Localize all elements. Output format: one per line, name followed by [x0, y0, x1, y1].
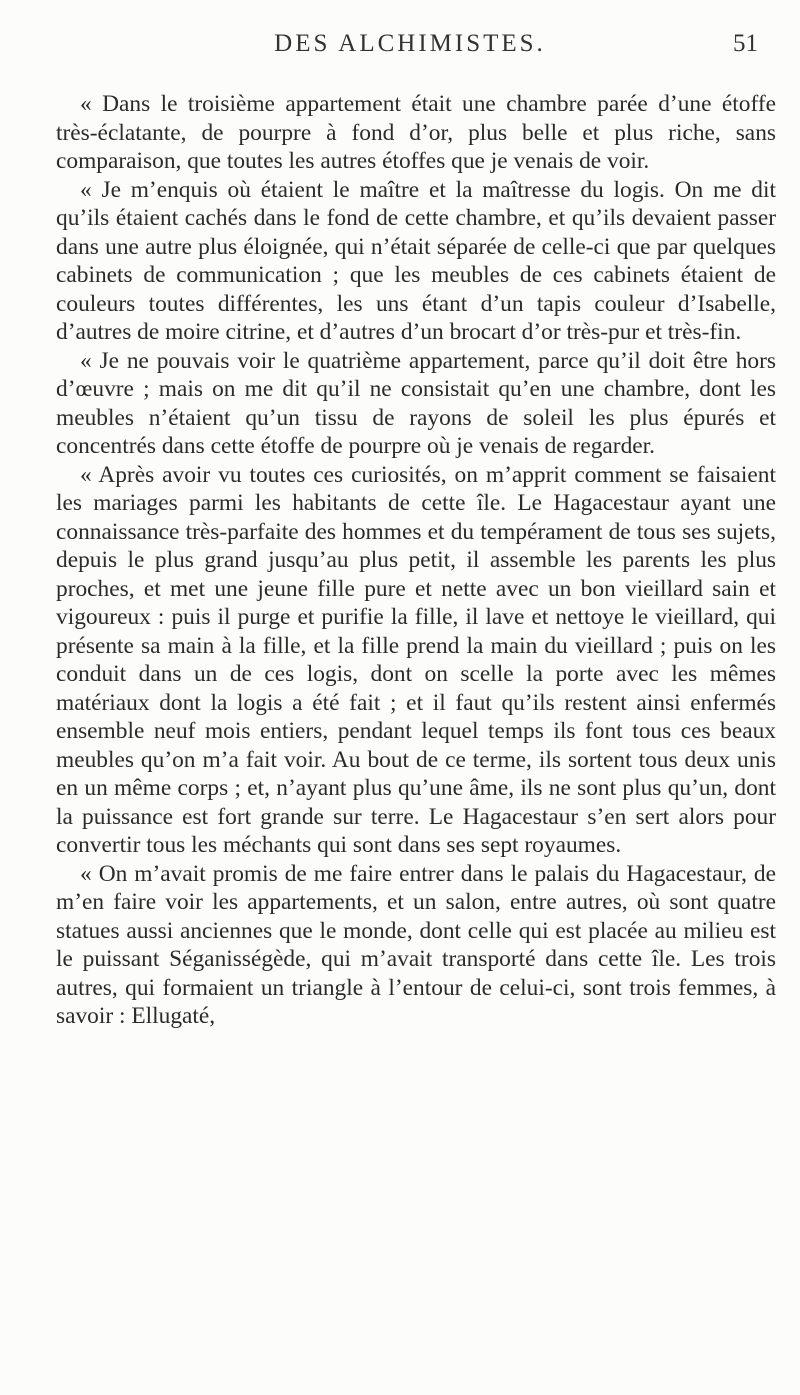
running-title: DES ALCHIMISTES.	[274, 30, 546, 57]
paragraph-palace: « On m’avait promis de me faire entrer dans le palais du Hagacestaur, de m’en faire voir les appartements, et un salon, entre autres, où sont quatre statues aussi anciennes que le monde, dont celle qui est placée au milieu est le puissant Séganisségède, qui m’avait transporté dans cette île. Les trois autres, qui formaient un triangle à l’entour de celui-ci, sont trois femmes, à savoir : Ellugaté,	[56, 860, 776, 1029]
paragraph-fourth-apartment: « Je ne pouvais voir le quatrième appartement, parce qu’il doit être hors d’œuvre ; mais on me dit qu’il ne consistait qu’en une chambre, dont les meubles n’étaient qu’un tissu de rayons de soleil les plus épurés et concentrés dans cette étoffe de pourpre où je venais de regarder.	[56, 347, 776, 459]
paragraph-master-mistress: « Je m’enquis où étaient le maître et la maîtresse du logis. On me dit qu’ils étaient cachés dans le fond de cette chambre, et qu’ils devaient passer dans une autre plus éloignée, qui n’était séparée de celle-ci que par quelques cabinets de communication ; que les meubles de ces cabinets étaient de couleurs toutes différentes, les uns étant d’un tapis couleur d’Isabelle, d’autres de moire citrine, et d’autres d’un brocart d’or très-pur et très-fin.	[56, 176, 776, 345]
page-number: 51	[733, 30, 758, 57]
body-text	[56, 90, 776, 1031]
paragraph-marriages: « Après avoir vu toutes ces curiosités, on m’apprit comment se faisaient les mariages parmi les habitants de cette île. Le Hagacestaur ayant une connaissance très-parfaite des hommes et du tempérament de tous ses sujets, depuis le plus grand jusqu’au plus petit, il assemble les parents les plus proches, et met une jeune fille pure et nette avec un bon vieillard sain et vigoureux : puis il purge et purifie la fille, il lave et nettoye le vieillard, qui présente sa main à la fille, et la fille prend la main du vieillard ; puis on les conduit dans un de ces logis, dont on scelle la porte avec les mêmes matériaux dont la logis a été fait ; et il faut qu’ils restent ainsi enfermés ensemble neuf mois entiers, pendant lequel temps ils font tous ces beaux meubles qu’on m’a fait voir. Au bout de ce terme, ils sortent tous deux unis en un même corps ; et, n’ayant plus qu’une âme, ils ne sont plus qu’un, dont la puissance est fort grande sur terre. Le Hagacestaur s’en sert alors pour convertir tous les méchants qui sont dans ses sept royaumes.	[56, 461, 776, 858]
paragraph-third-apartment: « Dans le troisième appartement était une chambre parée d’une étoffe très-éclatante, de pourpre à fond d’or, plus belle et plus riche, sans comparaison, que toutes les autres étoffes que je venais de voir.	[56, 91, 776, 174]
running-head	[60, 30, 760, 70]
